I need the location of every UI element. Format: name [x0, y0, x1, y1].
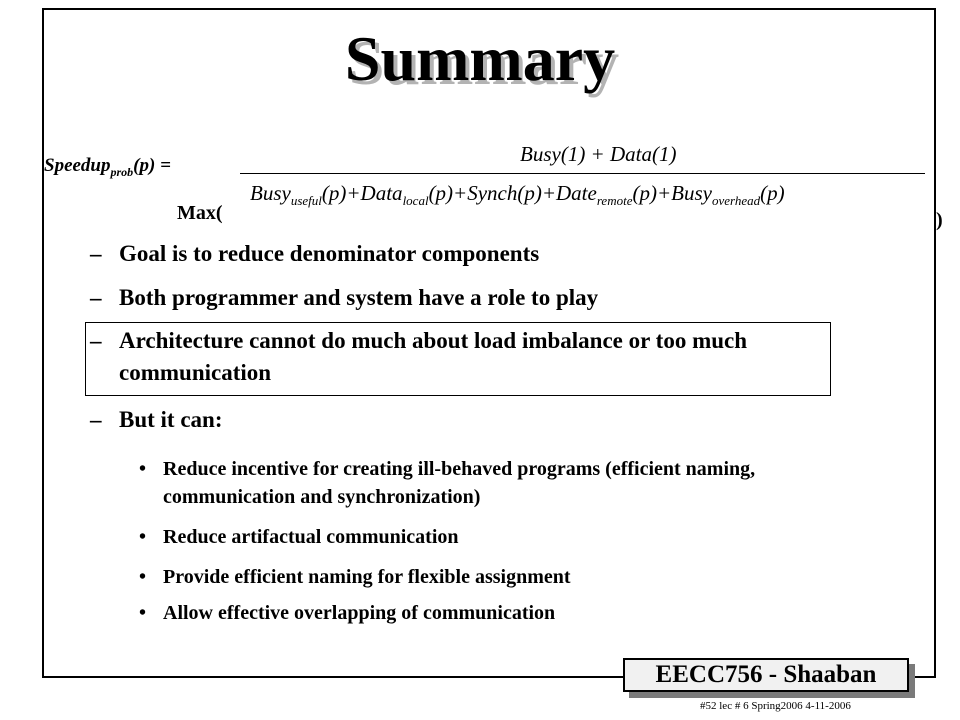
denominator-sub: local	[402, 193, 429, 209]
bullet-text: Reduce incentive for creating ill-behaved programs (efficient naming, communication and synchronization)	[163, 458, 756, 508]
bullet-item	[139, 523, 879, 551]
bullet-text: Allow effective overlapping of communication	[163, 602, 556, 624]
denominator-sub: useful	[290, 193, 322, 209]
dash-marker: –	[90, 285, 102, 310]
bullet-item	[139, 563, 879, 591]
formula-close-paren: )	[936, 209, 943, 231]
dash-marker: –	[90, 241, 102, 266]
formula-label-sub: prob	[110, 164, 134, 179]
bullet-text: Provide efficient naming for flexible assignment	[163, 566, 571, 588]
formula-label-main: Speedup	[44, 155, 111, 176]
dash-item-highlighted	[90, 325, 830, 389]
bullet-dot: •	[139, 526, 147, 548]
formula-label-arg: (p) =	[133, 155, 171, 176]
denominator-term: (p)	[760, 181, 785, 205]
denominator-sub: remote	[596, 193, 633, 209]
bullet-dot: •	[139, 602, 147, 624]
dash-item-text: Goal is to reduce denominator components	[119, 241, 540, 266]
slide-title: Summary	[344, 23, 616, 94]
bullet-text: Reduce artifactual communication	[163, 526, 459, 548]
dash-item-text: Architecture cannot do much about load imbalance or too much communication	[119, 328, 748, 385]
dash-item	[90, 282, 830, 314]
formula-numerator: Busy(1) + Data(1)	[520, 142, 677, 166]
formula-label	[44, 155, 171, 180]
slide-footer: #52 lec # 6 Spring2006 4-11-2006	[700, 700, 851, 712]
course-badge: EECC756 - Shaaban	[623, 658, 909, 692]
dash-item	[90, 404, 830, 436]
dash-item	[90, 238, 830, 270]
dash-marker: –	[90, 328, 102, 353]
denominator-term: Busy	[250, 181, 291, 205]
denominator-term: (p)+Busy	[632, 181, 712, 205]
denominator-sub: overhead	[711, 193, 761, 209]
bullet-item	[139, 599, 879, 627]
bullet-dot: •	[139, 566, 147, 588]
denominator-term: (p)+Synch(p)+Date	[428, 181, 597, 205]
fraction-line	[240, 173, 925, 174]
dash-item-text: But it can:	[119, 407, 223, 432]
denominator-term: (p)+Data	[321, 181, 403, 205]
bullet-dot: •	[139, 458, 147, 480]
formula-max-label: Max(	[177, 202, 223, 224]
dash-marker: –	[90, 407, 102, 432]
dash-item-text: Both programmer and system have a role to play	[119, 285, 599, 310]
formula-denominator	[250, 181, 785, 209]
bullet-item	[139, 455, 879, 511]
